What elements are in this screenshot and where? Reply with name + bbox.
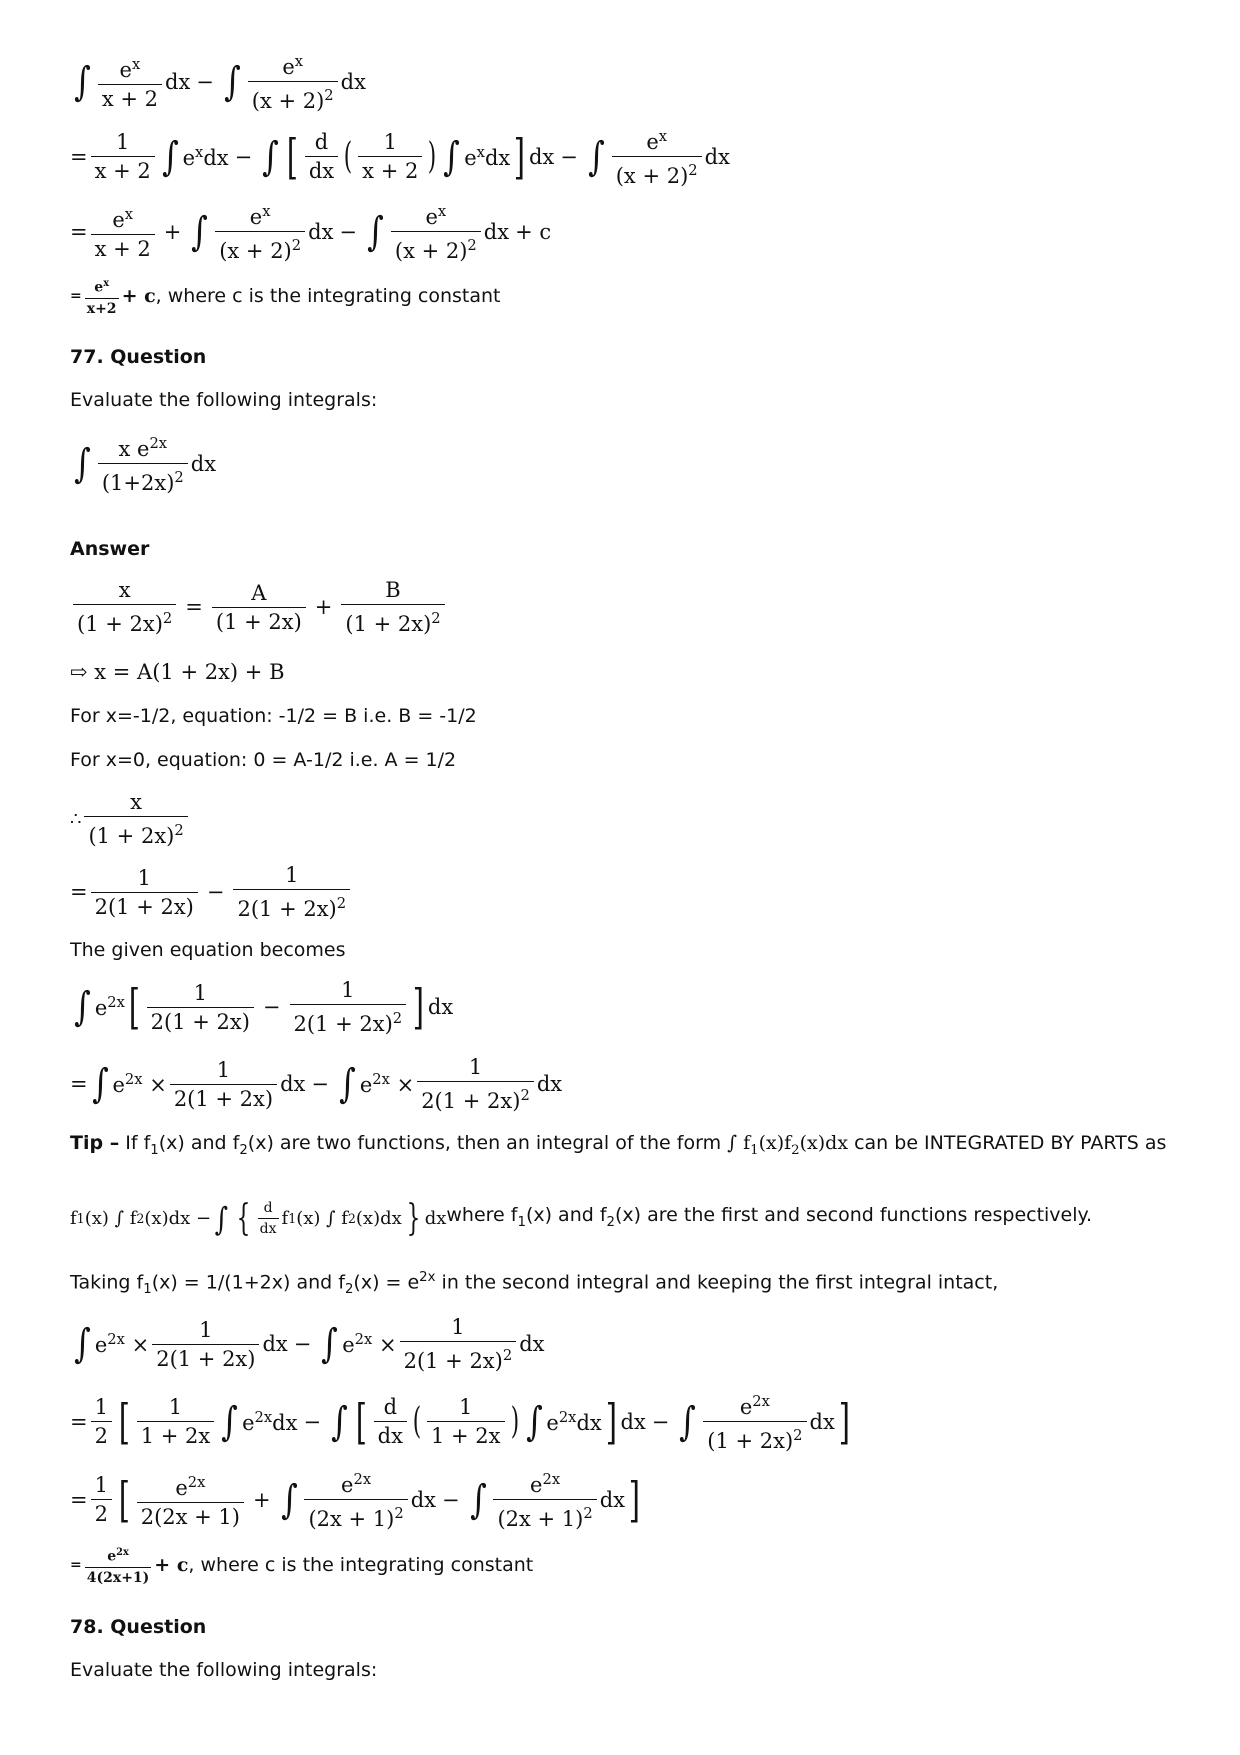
parts-text-c: (x) are the first and second functions respectively. — [615, 1203, 1093, 1226]
q77-heading: 77. Question — [70, 346, 207, 368]
given-becomes: The given equation becomes — [70, 939, 346, 961]
math-parts-expanded: = $\frac{1}{2}$ [ $\frac{1}{1 + 2x}$ ∫ $e^{2x}dx$ − ∫ [ $\frac{d}{dx}$ ( $\frac{1}{1 + 2x}$ ) ∫ $e^{2x}dx$ ] dx − ∫ $\frac{e^{2x}}{(1 + 2x)^2}$ dx ] — [70, 1393, 850, 1453]
math-q76-line2: = $\frac{1}{x + 2}$ ∫ $e^xdx$ − ∫ [ $\frac{d}{dx}$ ( $\frac{1}{x + 2}$ ) ∫ $e^xdx$ ] dx − ∫ $\frac{e^x}{(x + 2)^2}$ dx — [70, 128, 730, 188]
math-q76-result: = $\frac{e^x}{x+2}$ + c , where c is the integrating constant — [70, 278, 501, 317]
math-q77-result: = $\frac{e^{2x}}{4(2x+1)}$ + c , where c is the integrating constant — [70, 1547, 534, 1586]
math-split-integral: = ∫ $e^{2x}$ × $\frac{1}{2(1 + 2x)}$ dx − ∫ $e^{2x}$ × $\frac{1}{2(1 + 2x)^2}$ dx — [70, 1055, 563, 1113]
math-partial-fractions: $\frac{x}{(1 + 2x)^2}$ = $\frac{A}{(1 + 2x)}$ + $\frac{B}{(1 + 2x)^2}$ — [70, 578, 448, 636]
taking-d: in the second integral and keeping the first integral intact, — [435, 1271, 999, 1294]
q76-result-text: , where c is the integrating constant — [155, 285, 501, 308]
for-x-zero: For x=0, equation: 0 = A-1/2 i.e. A = 1/2 — [70, 749, 457, 771]
q78-prompt: Evaluate the following integrals: — [70, 1659, 378, 1681]
for-x-half: For x=-1/2, equation: -1/2 = B i.e. B = -1/2 — [70, 705, 477, 727]
math-q76-line1: ∫ $\frac{e^x}{x + 2}$ dx − ∫ $\frac{e^x}{(x + 2)^2}$ dx — [74, 53, 366, 113]
tip-text-d: can be INTEGRATED BY PARTS as — [848, 1132, 1167, 1154]
tip-text-a: If f — [119, 1132, 151, 1154]
q77-result-text: , where c is the integrating constant — [188, 1554, 534, 1577]
parts-formula-line: f 1 (x) ∫ f 2 (x)dx − ∫ { $\frac{d}{dx}$ f 1 (x) ∫ f 2 (x)dx } dx where $f_1(x)$ and $f_2(x)$ are the first and second functions respectively. — [70, 1197, 1093, 1239]
math-q76-line3: = $\frac{e^x}{x + 2}$ + ∫ $\frac{e^x}{(x + 2)^2}$ dx − ∫ $\frac{e^x}{(x + 2)^2}$ dx + c — [70, 203, 552, 263]
math-therefore: ∴ $\frac{x}{(1 + 2x)^2}$ — [70, 790, 191, 848]
taking-c: (x) = e — [353, 1271, 420, 1294]
tip-paragraph: Tip – If $f_1(x)$ and $f_2(x)$ are two functions, then an integral of the form ∫ $f_1(x)f_2(x)dx$ can be INTEGRATED BY PARTS as — [70, 1132, 1167, 1158]
math-given-integral: ∫ $e^{2x}$ [ $\frac{1}{2(1 + 2x)}$ − $\frac{1}{2(1 + 2x)^2}$ ] dx — [74, 978, 454, 1036]
q77-prompt: Evaluate the following integrals: — [70, 389, 378, 411]
tip-text-c: (x) are two functions, then an integral of the form — [247, 1132, 728, 1154]
taking-b: (x) = 1/(1+2x) and f — [151, 1271, 345, 1294]
math-parts-start: ∫ $e^{2x}$ × $\frac{1}{2(1 + 2x)}$ dx − ∫ $e^{2x}$ × $\frac{1}{2(1 + 2x)^2}$ dx — [74, 1315, 545, 1373]
math-decomposition: = $\frac{1}{2(1 + 2x)}$ − $\frac{1}{2(1 + 2x)^2}$ — [70, 863, 353, 921]
answer-label: Answer — [70, 538, 150, 560]
math-q77-integral: ∫ $\frac{x e^{2x}}{(1+2x)^2}$ dx — [74, 435, 217, 495]
parts-text-a: where f — [446, 1203, 518, 1226]
tip-label: Tip – — [70, 1132, 120, 1154]
tip-text-b: (x) and f — [158, 1132, 240, 1154]
q78-heading: 78. Question — [70, 1616, 207, 1638]
math-parts-simplified: = $\frac{1}{2}$ [ $\frac{e^{2x}}{2(2x + 1)}$ + ∫ $\frac{e^{2x}}{(2x + 1)^2}$ dx − ∫ $\frac{e^{2x}}{(2x + 1)^2}$ dx ] — [70, 1471, 641, 1531]
taking-a: Taking f — [70, 1271, 144, 1294]
math-implies: ⇨ x = A(1 + 2x) + B — [70, 660, 285, 684]
parts-text-b: (x) and f — [525, 1203, 607, 1226]
taking-line: Taking $f_1(x) = 1/(1+2x)$ and $f_2(x) = e^{2x}$ in the second integral and keeping the first integral intact, — [70, 1270, 999, 1298]
